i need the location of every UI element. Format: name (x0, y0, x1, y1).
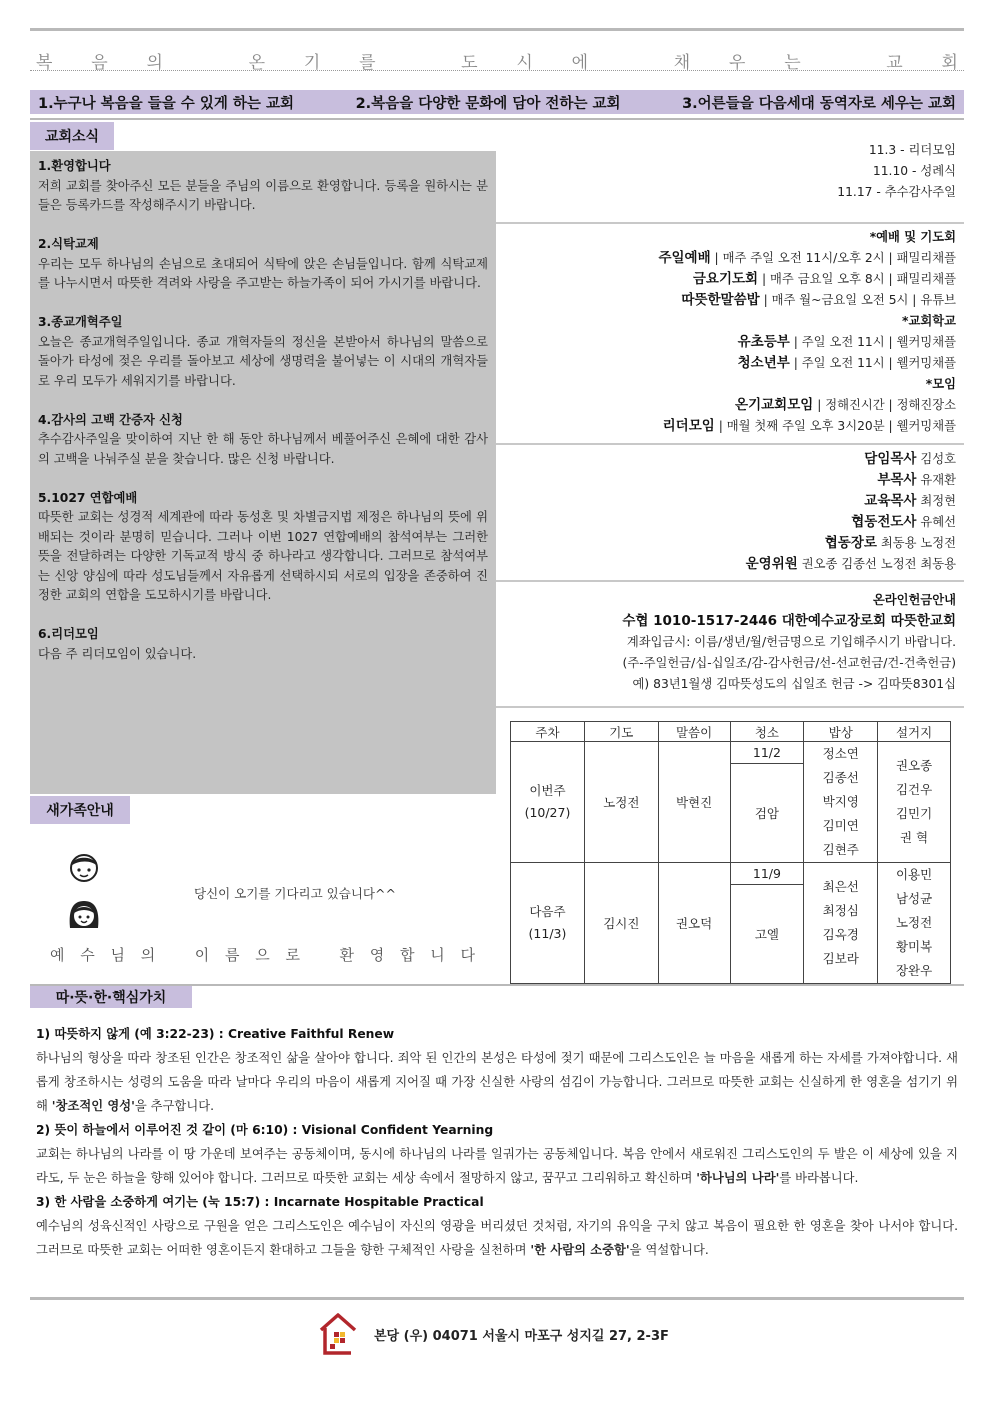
motto-char: 복 (36, 53, 53, 73)
welcome-char (316, 944, 324, 965)
column-header: 주차 (511, 722, 585, 742)
welcome-char: 니 (430, 946, 445, 964)
motto-char (839, 48, 847, 72)
worship-times (496, 227, 964, 437)
welcome-char: 수 (80, 946, 95, 964)
news-tab: 교회소식 (30, 122, 114, 150)
news-title: 1.환영합니다 (38, 159, 111, 173)
motto-char: 채 (673, 53, 691, 73)
motto-char: 회 (941, 53, 958, 73)
news-item (38, 489, 488, 606)
footer (318, 1310, 669, 1358)
goal-1: 1.누구나 복음을 들을 수 있게 하는 교회 (38, 95, 294, 112)
staff-line: 교육목사 최정현 (864, 493, 956, 509)
top-rule (30, 28, 964, 31)
schedule-item: 11.3 - 리더모임 (868, 143, 956, 157)
value-body: 교회는 하나님의 나라를 이 땅 가운데 보여주는 공동체이며, 동시에 하나님의 나라를 일궈가는 공동체입니다. 복음 안에서 새로워진 그리스도인의 두 발은 이 세상에 있을 지라도, 두 눈은 하늘을 향해 있어야 합니다. 그러므로 따뜻한 교회는 세상 속에서 절망하지 않고, 꿈꾸고 그리워하고 확신하며 '하나님의 나라'를 바라봅니다. (36, 1147, 958, 1185)
welcome-char: 의 (140, 946, 156, 964)
motto-char: 는 (784, 53, 801, 73)
meal-cell: 정소연 김종선 박지영 김미연 김현주 (804, 742, 878, 863)
motto-char: 도 (461, 53, 478, 73)
goals-bar (30, 90, 964, 114)
goal-3: 3.어른들을 다음세대 동역자로 세우는 교회 (682, 95, 956, 112)
news-body: 우리는 모두 하나님의 손님으로 초대되어 식탁에 앉은 손님들입니다. 함께 식탁교제를 나누시면서 따뜻한 격려와 사랑을 주고받는 하늘가족이 되어 가시기를 바랍니다. (38, 256, 488, 290)
motto-char: 의 (146, 53, 163, 73)
news-body: 다음 주 리더모임이 있습니다. (38, 646, 197, 661)
news-title: 4.감사의 고백 간증자 신청 (38, 412, 183, 427)
motto-char (414, 48, 422, 72)
offering-account: 수협 1010-1517-2446 대한예수교장로회 따뜻한교회 (622, 613, 956, 629)
motto-char: 기 (303, 53, 321, 73)
welcome-char: 로 (285, 946, 300, 964)
welcome-line (50, 944, 475, 965)
news-item (38, 625, 488, 664)
welcome-char: 예 (50, 946, 65, 964)
column-header: 기도 (584, 722, 658, 742)
school-line: 청소년부 | 주일 오전 11시 | 웰커밍채플 (737, 355, 956, 371)
separator (496, 222, 964, 224)
offering-note: (주-주일헌금/십-십일조/감-감사헌금/선-선교헌금/건-건축헌금) (622, 656, 956, 670)
separator (496, 580, 964, 582)
news-body: 오늘은 종교개혁주일입니다. 종교 개혁자들의 정신을 본받아서 하나님의 말씀으로 돌아가 타성에 젖은 우리를 돌아보고 세상에 생명력을 불어넣는 이 시대의 개혁자들로 우리 모두가 세워지기를 바랍니다. (38, 334, 488, 388)
value-heading: 2) 뜻이 하늘에서 이루어진 것 같이 (마 6:10) : Visional Confident Yearning (36, 1123, 494, 1137)
welcome-char: 합 (400, 946, 415, 964)
value-body: 예수님의 성육신적인 사랑으로 구원을 얻은 그리스도인은 예수님이 자신의 영광을 버리셨던 것처럼, 자기의 유익을 구치 않고 복음이 필요한 한 영혼을 찾아 나서야 합니다. 그러므로 따뜻한 교회는 어떠한 영혼이든지 환대하고 그들을 향한 구체적인 사랑을 실천하며 '한 사람의 소중함'을 역설합니다. (36, 1219, 958, 1257)
offering-info (496, 590, 964, 695)
news-item (38, 313, 488, 391)
meeting-line: 리더모임 | 매월 첫째 주일 오후 3시20분 | 웰커밍채플 (662, 418, 956, 434)
news-title: 6.리더모임 (38, 627, 99, 641)
schedule (496, 140, 964, 203)
staff-line: 운영위원 권오종 김종선 노정전 최동용 (745, 556, 956, 572)
meal-cell: 최은선 최정심 김옥경 김보라 (804, 863, 878, 984)
motto-char: 온 (248, 53, 265, 73)
clean-cell: 고엘 (730, 885, 804, 984)
schedule-item: 11.10 - 성례식 (872, 164, 956, 178)
table-row (511, 863, 951, 885)
staff-line: 부목사 유재환 (877, 472, 956, 488)
offering-title: 온라인헌금안내 (872, 593, 956, 607)
week-cell: 이번주 (10/27) (511, 742, 585, 863)
goal-2: 2.복음을 다양한 문화에 담아 전하는 교회 (355, 95, 621, 112)
motto-char: 시 (516, 53, 533, 73)
motto-char: 교 (886, 53, 903, 73)
news-title: 5.1027 연합예배 (38, 490, 138, 505)
worship-heading: *예배 및 기도회 (869, 230, 956, 244)
news-panel (30, 151, 496, 794)
offering-note: 예) 83년1월생 김따뜻성도의 십일조 헌금 -> 김따뜻8301십 (632, 677, 956, 691)
news-item (38, 157, 488, 216)
clean-date-cell: 11/2 (730, 742, 804, 764)
motto (36, 48, 958, 72)
staff-line: 협동전도사 유혜선 (851, 514, 956, 530)
worship-line: 금요기도회 | 매주 금요일 오후 8시 | 패밀리채플 (692, 271, 956, 287)
news-item (38, 235, 488, 294)
reader-cell: 권오덕 (658, 863, 730, 984)
news-item (38, 411, 488, 470)
value-body: 하나님의 형상을 따라 창조된 인간은 창조적인 삶을 살아야 합니다. 죄악 된 인간의 본성은 타성에 젖기 때문에 그리스도인은 늘 마음을 새롭게 하는 자세를 가져야합니다. 새롭게 창조하시는 성령의 도움을 따라 날마다 우리의 마음이 새롭게 지어질 때 가장 신실한 사랑의 섬김이 가능합니다. 그러므로 따뜻한 교회는 신실하게 한 영혼을 섬기기 위해 '창조적인 영성'을 추구합니다. (36, 1051, 958, 1113)
welcome-char: 이 (194, 946, 210, 964)
family-tab: 새가족안내 (30, 796, 130, 824)
value-heading: 1) 따뜻하지 않게 (예 3:22-23) : Creative Faithful Renew (36, 1027, 395, 1041)
separator (496, 443, 964, 445)
church-house-logo-icon (318, 1312, 358, 1356)
meeting-heading: *모임 (925, 377, 956, 391)
welcome-char: 으 (255, 946, 270, 964)
welcome-char (171, 944, 179, 965)
welcome-char: 환 (339, 946, 354, 964)
news-body: 저희 교회를 찾아주신 모든 분들을 주님의 이름으로 환영합니다. 등록을 원하시는 분들은 등록카드를 작성해주시기 바랍니다. (38, 178, 488, 212)
column-header: 밥상 (804, 722, 878, 742)
dish-cell: 권오종 김건우 김민기 권 혁 (878, 742, 951, 863)
motto-char (627, 48, 635, 72)
worship-line: 주일예배 | 매주 주일 오전 11시/오후 2시 | 패밀리채플 (658, 250, 956, 266)
footer-rule (30, 1297, 964, 1300)
motto-char (202, 48, 210, 72)
staff-list (496, 449, 964, 575)
footer-address: 본당 (우) 04071 서울시 마포구 성지길 27, 2-3F (374, 1328, 669, 1344)
motto-divider (30, 70, 964, 71)
welcome-char: 영 (369, 946, 385, 964)
news-body: 따뜻한 교회는 성경적 세계관에 따라 동성혼 및 차별금지법 제정은 하나님의 뜻에 위배되는 것이라 분명히 믿습니다. 그러나 이번 1027 연합예배의 참석여부는 그러한 뜻을 전달하려는 다양한 기독교적 방식 중 하나라고 생각합니다. 그러므로 참석여부는 신앙 양심에 따라 성도님들께서 자유롭게 선택하시되 서로의 입장을 존중하여 진정한 교회의 연합을 도모하시기를 바랍니다. (38, 510, 488, 602)
column-header: 청소 (730, 722, 804, 742)
values-section (36, 1022, 958, 1262)
clean-date-cell: 11/9 (730, 863, 804, 885)
goals-rule (30, 118, 964, 120)
girl-face-icon (68, 898, 100, 934)
motto-char: 를 (359, 53, 376, 73)
values-tab: 따·뜻·한·핵심가치 (30, 986, 192, 1008)
meeting-line: 온기교회모임 | 정해진시간 | 정해진장소 (735, 397, 956, 413)
value-heading: 3) 한 사람을 소중하게 여기는 (눅 15:7) : Incarnate Hospitable Practical (36, 1195, 484, 1209)
column-header: 말씀이 (658, 722, 730, 742)
prayer-cell: 김시진 (584, 863, 658, 984)
school-line: 유초등부 | 주일 오전 11시 | 웰커밍채플 (737, 334, 956, 350)
schedule-item: 11.17 - 추수감사주일 (837, 185, 956, 199)
school-heading: *교회학교 (902, 314, 956, 328)
motto-char: 음 (91, 53, 108, 73)
worship-line: 따뜻한말씀밥 | 매주 월~금요일 오전 5시 | 유튜브 (681, 292, 956, 308)
table-row (511, 742, 951, 764)
staff-line: 협동장로 최동용 노정전 (824, 535, 956, 551)
offering-note: 계좌입금시: 이름/생년/월/헌금명으로 기입해주시기 바랍니다. (626, 635, 956, 649)
clean-cell: 검암 (730, 764, 804, 863)
motto-char: 에 (571, 53, 589, 73)
family-message: 당신이 오기를 기다리고 있습니다^^ (194, 886, 396, 901)
reader-cell: 박현진 (658, 742, 730, 863)
duty-table (510, 721, 951, 984)
column-header: 설거지 (878, 722, 951, 742)
welcome-char: 다 (460, 946, 475, 964)
welcome-char: 님 (110, 946, 125, 964)
welcome-char: 름 (225, 946, 240, 964)
motto-char: 우 (728, 53, 746, 73)
boy-face-icon (68, 850, 100, 884)
prayer-cell: 노정전 (584, 742, 658, 863)
table-header-row (511, 722, 951, 742)
week-cell: 다음주 (11/3) (511, 863, 585, 984)
separator (496, 706, 964, 708)
news-body: 추수감사주일을 맞이하여 지난 한 해 동안 하나님께서 베풀어주신 은혜에 대한 감사의 고백을 나눠주실 분을 찾습니다. 많은 신청 바랍니다. (38, 432, 488, 466)
staff-line: 담임목사 김성호 (864, 451, 956, 467)
news-title: 3.종교개혁주일 (38, 315, 123, 329)
news-title: 2.식탁교제 (38, 237, 99, 251)
dish-cell: 이용민 남성균 노정전 황미복 장완우 (878, 863, 951, 984)
